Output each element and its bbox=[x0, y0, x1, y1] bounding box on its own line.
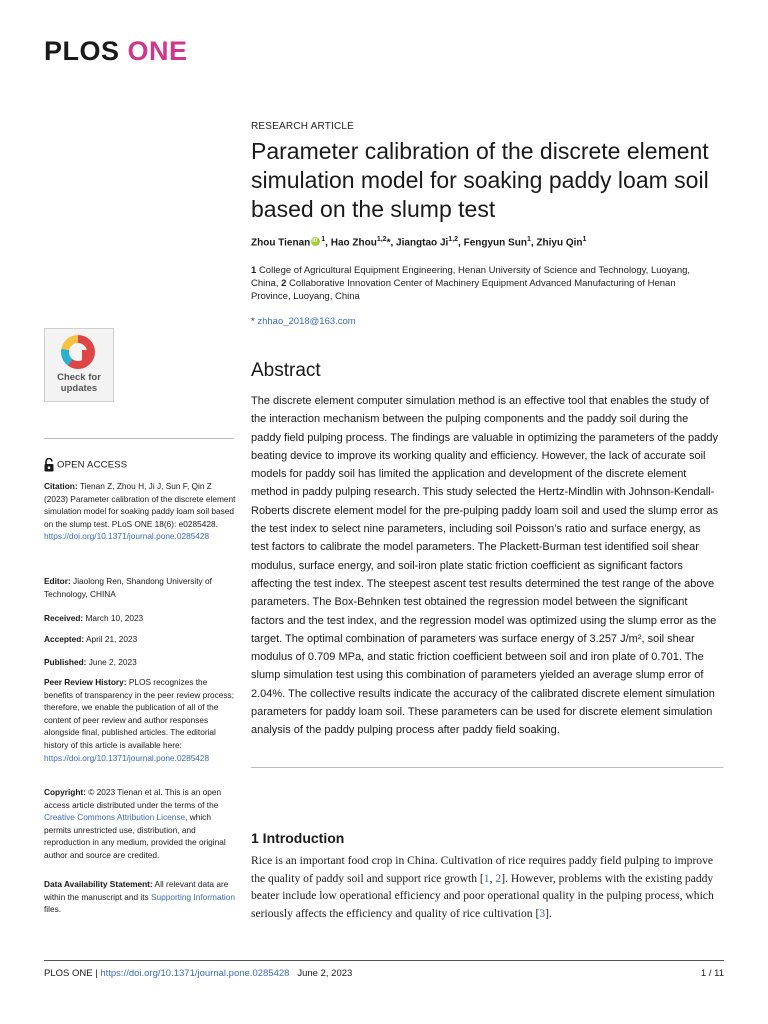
open-lock-icon bbox=[44, 458, 54, 472]
license-link[interactable]: Creative Commons Attribution License bbox=[44, 812, 186, 823]
copyright-text: , which permits unrestricted use, distribution, and reproduction in any medium, provided the original author and source are credited. bbox=[44, 812, 226, 860]
published-label: Published: bbox=[44, 657, 87, 667]
author-name[interactable]: Zhiyu Qin bbox=[536, 237, 583, 249]
author-name[interactable]: Hao Zhou bbox=[330, 237, 377, 249]
data-availability-text: files. bbox=[44, 904, 62, 915]
data-availability-block bbox=[44, 878, 238, 916]
footer-date: June 2, 2023 bbox=[297, 968, 353, 979]
intro-text: Rice is an important food crop in China. Cultivation of rice requires paddy field pulping to improve the quality of paddy soil and support rice growth [ bbox=[251, 854, 714, 885]
published-date bbox=[44, 656, 238, 669]
author-name[interactable]: Zhou Tienan bbox=[251, 237, 311, 249]
author-affiliation: 1,2 bbox=[376, 236, 387, 243]
logo-one: ONE bbox=[127, 36, 188, 66]
reference-link[interactable]: 3 bbox=[539, 906, 546, 920]
peer-review-link[interactable]: https://doi.org/10.1371/journal.pone.0285428 bbox=[44, 752, 210, 763]
abstract-body: The discrete element computer simulation method is an effective tool that enables the study of the interaction mechanism between the pulping components and the paddy soil during the paddy field pulping process. The findings are valuable in optimizing the parameters of the paddy beating device to improve its working quality and efficiency. However, the lack of accurate soil models for paddy soil has limited the application and development of the discrete element method in paddy pulping research. This study selected the Hertz-Mindlin with Johnson-Kendall-Roberts discrete element model for the pre-pulping paddy loam soil and used the slump error as the test index to select nine parameters, including soil Poisson’s ratio and surface energy, as test factors to calibrate the model parameters. The Plackett-Burman test identified soil shear modulus, surface energy, and soil-iron plate static friction coefficient as significant factors affecting the test index. The steepest ascent test results determined the test range of the above parameters. The Box-Behnken test obtained the regression model between the significant factors and the test index, and the regression model was optimized using the slump error as the target. The optimal combination of parameters was surface energy of 3.257 J/m², soil shear modulus of 0.709 MPa, and static friction coefficient between soil and iron plate of 0.701. The slump simulation test using this combination of parameters yielded an average slump error of 2.04%. The collective results indicate the accuracy of the calibrated discrete element simulation parameters for paddy loam soil. These parameters can be used for discrete element simulation analysis of the paddy pulping process after paddy field soaking. bbox=[251, 395, 719, 737]
copyright-label: Copyright: bbox=[44, 787, 86, 797]
check-updates-label: Check for updates bbox=[57, 372, 101, 394]
received-value: March 10, 2023 bbox=[85, 613, 144, 623]
check-for-updates-button[interactable] bbox=[44, 328, 114, 402]
author-list: Zhou TienaniD $^1$, Hao Zhou$^{1,2}$*, Jiangtao Ji$^{1,2}$, Fengyun Sun$^1$, Zhiyu Qin$^1$ bbox=[251, 236, 741, 248]
open-access-label: OPEN ACCESS bbox=[57, 459, 128, 471]
reference-link[interactable]: 1 bbox=[483, 871, 490, 885]
journal-logo[interactable] bbox=[44, 36, 188, 67]
author-name[interactable]: Jiangtao Ji bbox=[396, 237, 449, 249]
affiliation-text: College of Agricultural Equipment Engineering, Henan University of Science and Technology, Luoyang, China, bbox=[251, 265, 691, 289]
data-availability-text: All relevant data are within the manuscript and its bbox=[44, 879, 229, 902]
logo-plos: PLOS bbox=[44, 36, 120, 66]
citation-text: Tienan Z, Zhou H, Ji J, Sun F, Qin Z (2023) Parameter calibration of the discrete element simulation model for soaking paddy loam soil based on the slump test. PLoS ONE 18(6): e0285428. bbox=[44, 481, 236, 529]
affiliation-number: 2 bbox=[281, 278, 287, 289]
intro-text: ]. bbox=[545, 906, 552, 920]
copyright-text: © 2023 Tienan et al. This is an open access article distributed under the terms of the bbox=[44, 787, 222, 810]
footer-separator: | bbox=[92, 968, 101, 979]
footer-journal: PLOS ONE bbox=[44, 968, 93, 979]
intro-paragraph bbox=[251, 852, 721, 922]
accepted-date bbox=[44, 633, 238, 646]
affiliations bbox=[251, 264, 711, 303]
received-label: Received: bbox=[44, 613, 84, 623]
article-title: Parameter calibration of the discrete element simulation model for soaking paddy loam soil based on the slump test bbox=[251, 138, 709, 222]
abstract-heading: Abstract bbox=[251, 360, 321, 381]
section-heading: 1 Introduction bbox=[251, 830, 345, 846]
citation-block bbox=[44, 480, 238, 543]
author-affiliation: 1 bbox=[582, 236, 587, 243]
accepted-value: April 21, 2023 bbox=[85, 634, 138, 644]
footer-divider bbox=[44, 960, 724, 961]
editor-text: Jiaolong Ren, Shandong University of Technology, CHINA bbox=[44, 576, 212, 599]
author-affiliation: 1 bbox=[321, 236, 326, 243]
reference-link[interactable]: 2 bbox=[495, 871, 502, 885]
footer-citation bbox=[44, 968, 352, 979]
bookmark-icon bbox=[82, 350, 90, 362]
corresponding-email bbox=[251, 316, 356, 327]
check-updates-icon bbox=[61, 335, 95, 369]
sidebar-divider bbox=[44, 438, 234, 439]
author-affiliation: 1 bbox=[526, 236, 531, 243]
article-type: RESEARCH ARTICLE bbox=[251, 121, 355, 132]
editor-label: Editor: bbox=[44, 576, 71, 586]
email-link[interactable]: zhhao_2018@163.com bbox=[257, 316, 356, 327]
peer-review-text: PLOS recognizes the benefits of transparency in the peer review process; therefore, we enable the publication of all of the content of peer review and author responses alongside final, published articles. The editorial history of this article is available here: bbox=[44, 677, 235, 750]
corresponding-mark: * bbox=[386, 237, 391, 249]
footer-doi-link[interactable]: https://doi.org/10.1371/journal.pone.0285428 bbox=[100, 968, 290, 979]
affiliation-number: 1 bbox=[251, 265, 257, 276]
orcid-icon[interactable] bbox=[311, 237, 320, 246]
affiliation-text: Collaborative Innovation Center of Machinery Equipment Advanced Manufacturing of Henan Province, Luoyang, China bbox=[251, 278, 676, 302]
intro-text: , bbox=[489, 871, 496, 885]
abstract-divider bbox=[251, 767, 723, 768]
check-updates-icon-inner bbox=[69, 343, 87, 361]
data-availability-label: Data Availability Statement: bbox=[44, 879, 153, 889]
citation-label: Citation: bbox=[44, 481, 78, 491]
copyright-block bbox=[44, 786, 238, 862]
citation-doi-link[interactable]: https://doi.org/10.1371/journal.pone.0285428 bbox=[44, 531, 210, 542]
editor-block bbox=[44, 575, 238, 600]
author-name[interactable]: Fengyun Sun bbox=[463, 237, 527, 249]
open-access-badge bbox=[44, 458, 127, 472]
page-number: 1 / 11 bbox=[700, 968, 724, 979]
accepted-label: Accepted: bbox=[44, 634, 85, 644]
corresponding-star: * bbox=[251, 316, 255, 327]
peer-review-label: Peer Review History: bbox=[44, 677, 127, 687]
supporting-info-link[interactable]: Supporting Information bbox=[151, 891, 235, 902]
published-value: June 2, 2023 bbox=[88, 657, 137, 667]
author-affiliation: 1,2 bbox=[448, 236, 459, 243]
peer-review-block bbox=[44, 676, 238, 764]
intro-text: ]. However, problems with the existing paddy beater include low operational efficiency and poor operational quality in the pulping process, which seriously affects the efficiency and quality of rice cultivation [ bbox=[251, 871, 714, 920]
received-date bbox=[44, 612, 238, 625]
